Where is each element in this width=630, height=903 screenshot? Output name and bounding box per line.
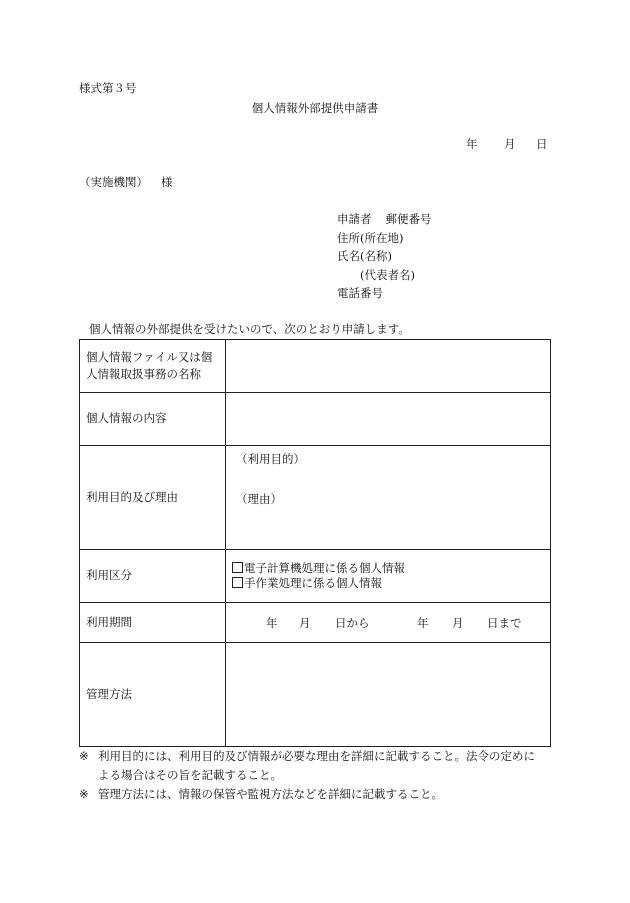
note-2-text: 管理方法には、情報の保管や監視方法などを詳細に記載すること。	[98, 787, 443, 801]
file-name-label	[80, 340, 226, 393]
intro-text: 個人情報の外部提供を受けたいので、次のとおり申請します。	[89, 322, 410, 336]
usage-category-field	[226, 550, 551, 603]
usage-period-field[interactable]	[226, 603, 551, 643]
note-1-line1: 利用目的には、利用目的及び情報が必要な理由を詳細に記載すること。法令の定めに	[98, 749, 535, 763]
option-manual-processing-label: 手作業処理に係る個人情報	[244, 576, 382, 590]
purpose-field[interactable]	[226, 446, 551, 550]
period-to-day: 日まで	[487, 616, 522, 630]
period-to-month: 月	[452, 616, 464, 630]
file-name-field[interactable]	[226, 340, 551, 393]
table-row	[80, 340, 551, 393]
note-2	[79, 789, 443, 801]
applicant-block	[337, 214, 432, 307]
date-year-label: 年	[466, 137, 478, 151]
table-row	[80, 603, 551, 643]
usage-category-label: 利用区分	[80, 550, 226, 603]
note-mark: ※	[79, 749, 89, 763]
table-row	[80, 393, 551, 446]
note-1	[79, 751, 535, 763]
period-from-day: 日から	[335, 616, 370, 630]
table-row	[80, 446, 551, 550]
purpose-sublabel: （利用目的）	[236, 452, 305, 466]
address-label: 住所(所在地)	[337, 230, 404, 245]
reason-sublabel: （理由）	[236, 492, 282, 506]
usage-period-label: 利用期間	[80, 603, 226, 643]
option-computer-processing[interactable]	[226, 561, 550, 576]
content-field[interactable]	[226, 393, 551, 446]
checkbox-icon[interactable]	[232, 577, 243, 588]
applicant-postal-row	[337, 214, 432, 233]
document-title: 個人情報外部提供申請書	[251, 101, 379, 115]
date-month-label: 月	[504, 137, 516, 151]
file-name-label-line1: 個人情報ファイル又は個	[86, 350, 213, 364]
note-1-line2: よる場合はその旨を記載すること。	[98, 768, 282, 782]
option-manual-processing[interactable]	[226, 576, 550, 591]
period-to-year: 年	[417, 616, 429, 630]
purpose-label: 利用目的及び理由	[80, 446, 226, 550]
period-from-year: 年	[266, 616, 278, 630]
applicant-label: 申請者	[337, 212, 372, 226]
file-name-label-line2: 人情報取扱事務の名称	[86, 367, 201, 381]
postal-code-label: 郵便番号	[385, 212, 432, 226]
management-method-field[interactable]	[226, 643, 551, 747]
content-label: 個人情報の内容	[80, 393, 226, 446]
addressee-suffix: 様	[161, 175, 173, 189]
application-table	[79, 339, 551, 747]
form-number: 様式第３号	[79, 81, 137, 95]
date-day-label: 日	[536, 137, 548, 151]
representative-label: (代表者名)	[360, 267, 415, 282]
management-method-label: 管理方法	[80, 643, 226, 747]
addressee: （実施機関）	[79, 175, 148, 189]
name-label: 氏名(名称)	[337, 249, 392, 263]
note-mark: ※	[79, 787, 89, 801]
phone-label: 電話番号	[337, 286, 383, 300]
table-row	[80, 643, 551, 747]
checkbox-icon[interactable]	[232, 562, 243, 573]
option-computer-processing-label: 電子計算機処理に係る個人情報	[244, 561, 405, 575]
period-from-month: 月	[299, 616, 311, 630]
table-row	[80, 550, 551, 603]
